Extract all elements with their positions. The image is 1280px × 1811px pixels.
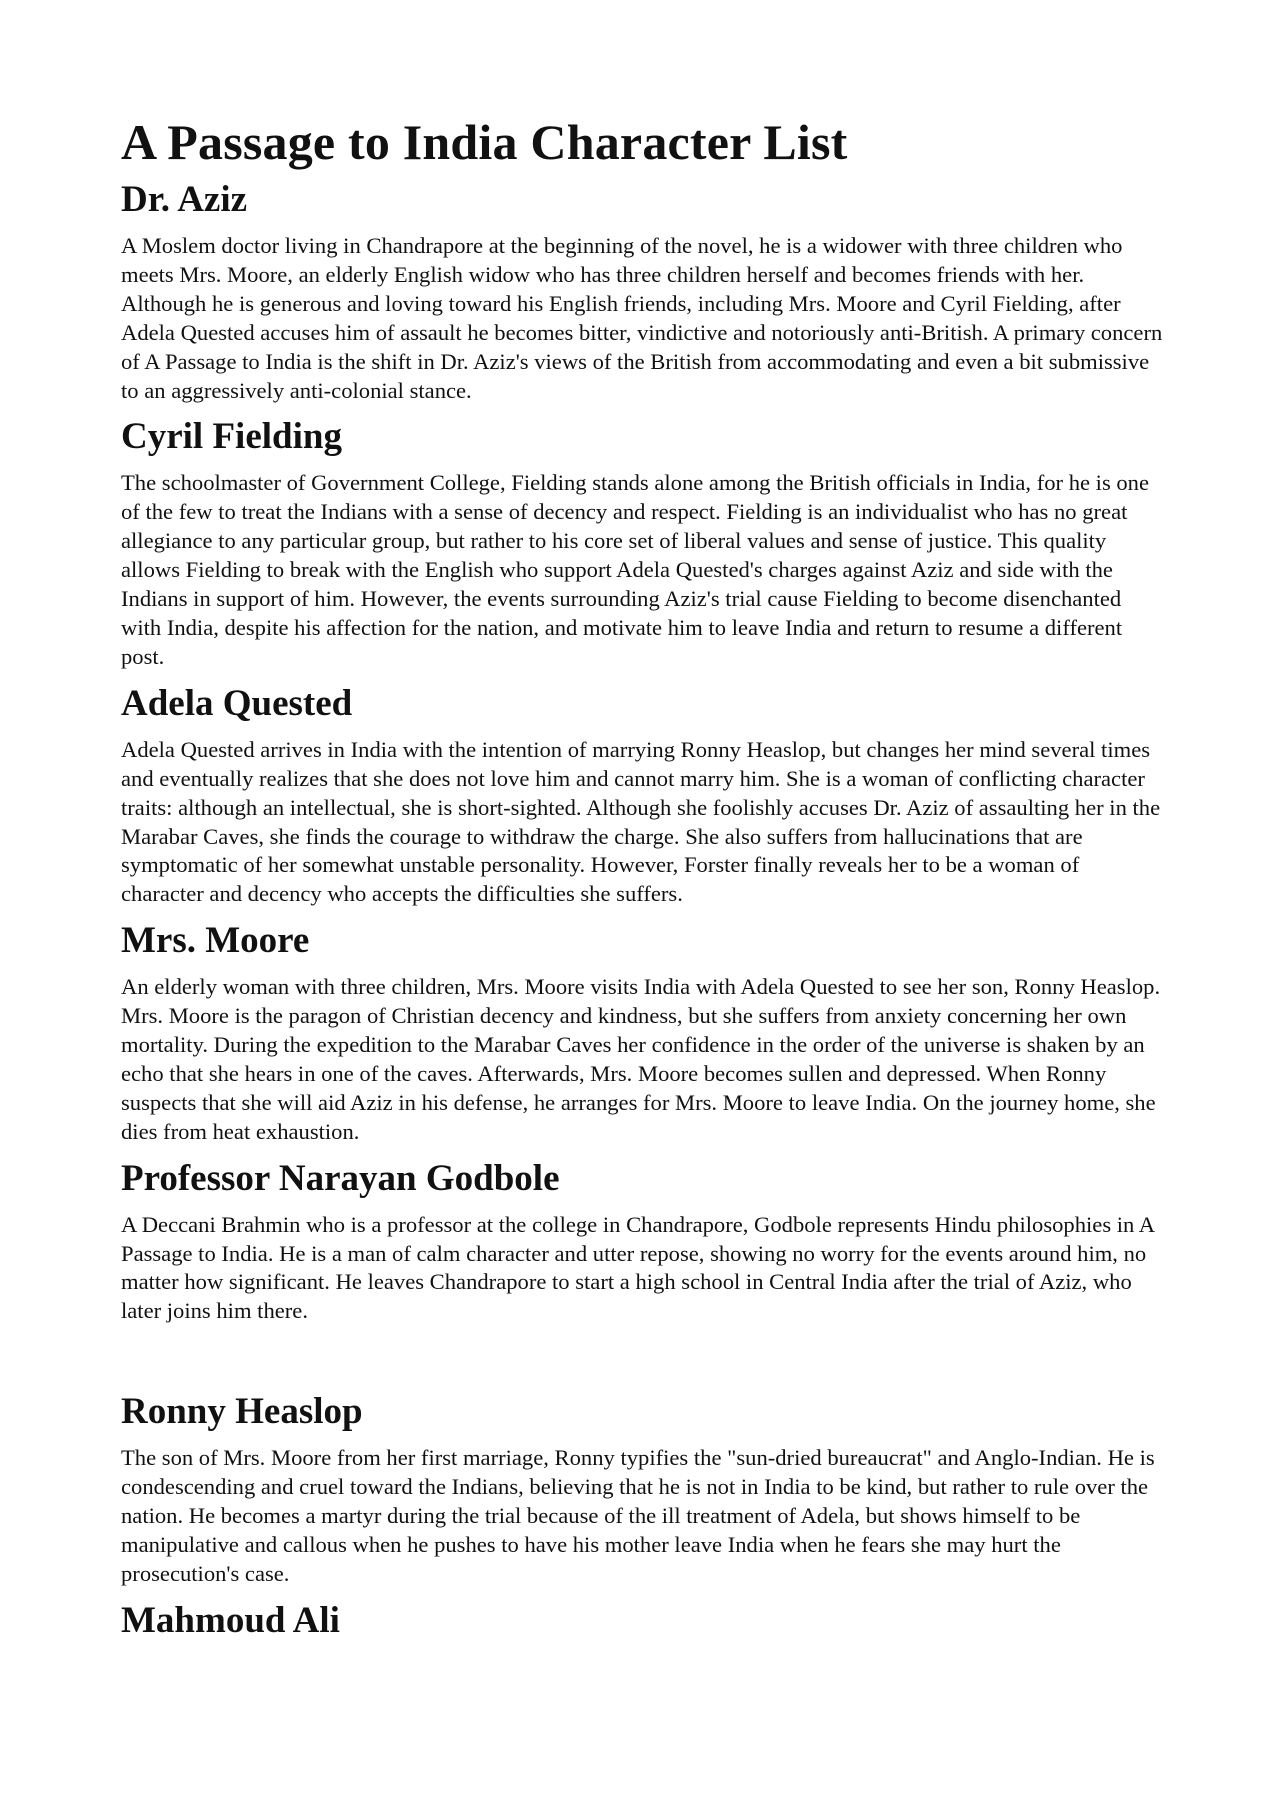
character-description: Adela Quested arrives in India with the intention of marrying Ronny Heaslop, but changes her mind several times and eventually realizes that she does not love him and cannot marry him. She is a woman of conflicting character traits: although an intellectual, she is short-sighted. Although she foolishly accuses Dr. Aziz of assaulting her in the Marabar Caves, she finds the courage to withdraw the charge. She also suffers from hallucinations that are symptomatic of her somewhat unstable personality. However, Forster finally reveals her to be a woman of character and decency who accepts the difficulties she suffers. <box>121 736 1161 907</box>
paragraph-spacer <box>121 1336 1166 1390</box>
character-section-ronny-heaslop <box>121 1390 1166 1589</box>
character-heading: Adela Quested <box>121 682 353 724</box>
character-heading: Cyril Fielding <box>121 416 342 458</box>
character-description: The schoolmaster of Government College, Fielding stands alone among the British officials in India, for he is one of the few to treat the Indians with a sense of decency and respect. Fielding is an individualist who has no great allegiance to any particular group, but rather to his core set of liberal values and sense of justice. This quality allows Fielding to break with the English who support Adela Quested's charges against Aziz and side with the Indians in support of him. However, the events surrounding Aziz's trial cause Fielding to become disenchanted with India, despite his affection for the nation, and motivate him to leave India and return to resume a different post. <box>121 470 1150 669</box>
character-section-adela-quested <box>121 682 1166 909</box>
character-section-mrs-moore <box>121 919 1166 1146</box>
character-section-dr-aziz <box>121 178 1166 405</box>
character-description: A Deccani Brahmin who is a professor at the college in Chandrapore, Godbole represents Hindu philosophies in A Passage to India. He is a man of calm character and utter repose, showing no worry for the events around him, no matter how significant. He leaves Chandrapore to start a high school in Central India after the trial of Aziz, who later joins him there. <box>121 1211 1154 1324</box>
character-heading: Ronny Heaslop <box>121 1391 363 1433</box>
page-title: A Passage to India Character List <box>121 114 848 170</box>
character-heading: Professor Narayan Godbole <box>121 1157 560 1199</box>
character-section-cyril-fielding <box>121 415 1166 671</box>
character-description: The son of Mrs. Moore from her first marriage, Ronny typifies the "sun-dried bureaucrat" and Anglo-Indian. He is condescending and cruel toward the Indians, believing that he is not in India to be kind, but rather to rule over the nation. He becomes a martyr during the trial because of the ill treatment of Adela, but shows himself to be manipulative and callous when he pushes to have his mother leave India when he fears she may hurt the prosecution's case. <box>121 1445 1155 1586</box>
character-heading: Mrs. Moore <box>121 920 310 962</box>
character-heading: Dr. Aziz <box>121 179 248 220</box>
character-section-mahmoud-ali <box>121 1599 1166 1643</box>
character-description: An elderly woman with three children, Mrs. Moore visits India with Adela Quested to see her son, Ronny Heaslop. Mrs. Moore is the paragon of Christian decency and kindness, but she suffers from anxiety concerning her own mortality. During the expedition to the Marabar Caves her confidence in the order of the universe is shaken by an echo that she hears in one of the caves. Afterwards, Mrs. Moore becomes sullen and depressed. When Ronny suspects that she will aid Aziz in his defense, he arranges for Mrs. Moore to leave India. On the journey home, she dies from heat exhaustion. <box>121 974 1161 1144</box>
character-section-godbole <box>121 1157 1166 1327</box>
character-description: A Moslem doctor living in Chandrapore at the beginning of the novel, he is a widower with three children who meets Mrs. Moore, an elderly English widow who has three children herself and becomes friends with her. Although he is generous and loving toward his English friends, including Mrs. Moore and Cyril Fielding, after Adela Quested accuses him of assault he becomes bitter, vindictive and notoriously anti-British. A primary concern of A Passage to India is the shift in Dr. Aziz's views of the British from accommodating and even a bit submissive to an aggressively anti-colonial stance. <box>121 233 1163 403</box>
character-heading: Mahmoud Ali <box>121 1599 340 1641</box>
document-page <box>121 112 1166 1653</box>
